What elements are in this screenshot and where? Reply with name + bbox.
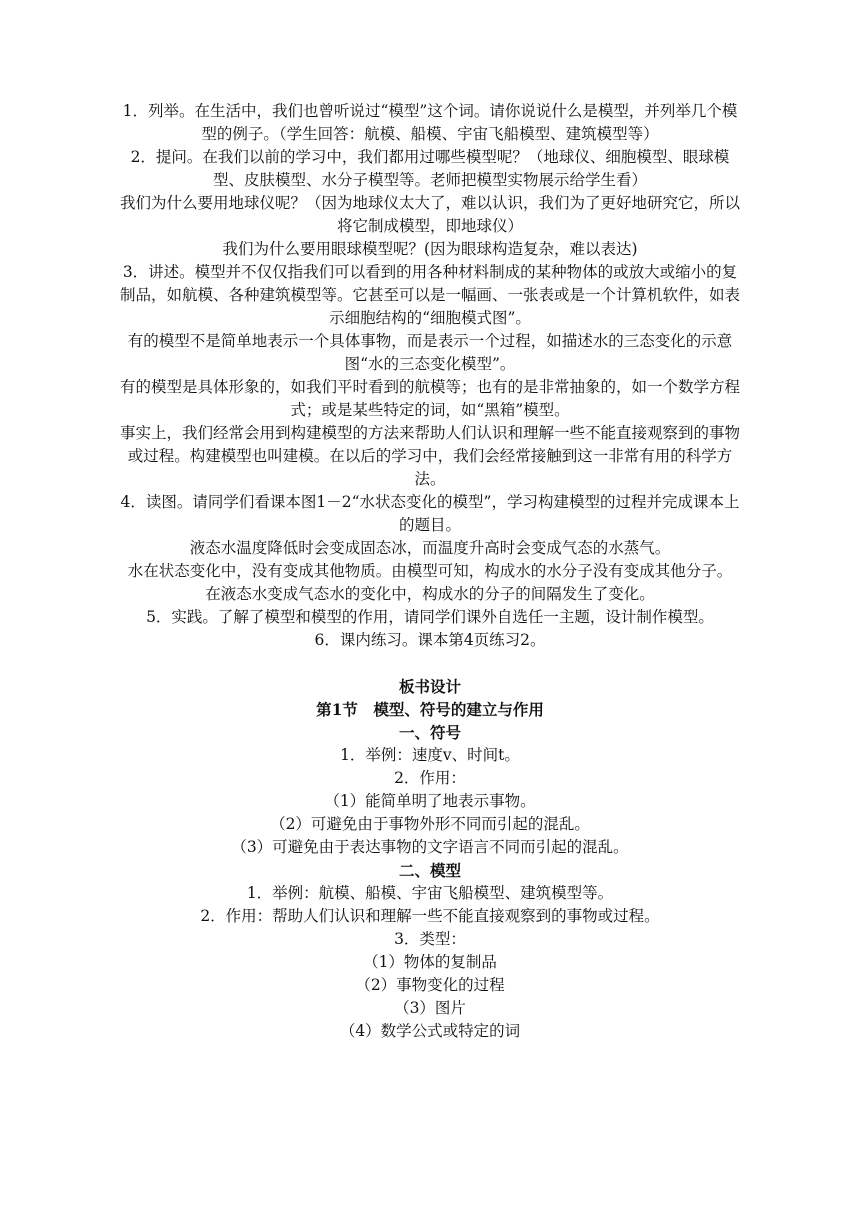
- lesson-paragraph-8: 事实上，我们经常会用到构建模型的方法来帮助人们认识和理解一些不能直接观察到的事物或过程。构建模型也叫建模。在以后的学习中，我们会经常接触到这一非常有用的科学方法。: [120, 424, 741, 488]
- model-item: （3）图片: [394, 999, 466, 1017]
- model-item: 2．作用：帮助人们认识和理解一些不能直接观察到的事物或过程。: [200, 907, 660, 925]
- board-heading: 板书设计: [398, 677, 461, 696]
- model-item: （2）事物变化的过程: [355, 976, 505, 994]
- lesson-paragraph-2: 2．提问。在我们以前的学习中，我们都用过哪些模型呢？（地球仪、细胞模型、眼球模型、皮肤模型、水分子模型等。老师把模型实物展示给学生看）: [130, 148, 730, 189]
- model-item: （4）数学公式或特定的词: [339, 1022, 521, 1040]
- model-item: 3．类型：: [394, 930, 466, 948]
- board-title: 第1节 模型、符号的建立与作用: [316, 700, 544, 719]
- symbol-item: 1．举例：速度v、时间t。: [340, 746, 520, 764]
- lesson-paragraph-6: 有的模型不是简单地表示一个具体事物，而是表示一个过程，如描述水的三态变化的示意图“水的三态变化模型”。: [127, 332, 733, 373]
- symbol-item: （2）可避免由于事物外形不同而引起的混乱。: [270, 815, 590, 833]
- symbol-item: （3）可避免由于表达事物的文字语言不同而引起的混乱。: [231, 838, 629, 856]
- section-title-symbol: 一、符号: [398, 723, 461, 742]
- lesson-paragraph-5: 3．讲述。模型并不仅仅指我们可以看到的用各种材料制成的某种物体的或放大或缩小的复制品，如航模、各种建筑模型等。它甚至可以是一幅画、一张表或是一个计算机软件，如表示细胞结构的“细胞模式图”。: [120, 263, 741, 327]
- model-item: （1）物体的复制品: [363, 953, 497, 971]
- model-item: 1．举例：航模、船模、宇宙飞船模型、建筑模型等。: [246, 884, 614, 902]
- lesson-paragraph-1: 1．列举。在生活中，我们也曾听说过“模型”这个词。请你说说什么是模型，并列举几个模型的例子。（学生回答：航模、船模、宇宙飞船模型、建筑模型等）: [122, 102, 738, 143]
- lesson-paragraph-4: 我们为什么要用眼球模型呢？(因为眼球构造复杂，难以表达): [222, 240, 638, 258]
- document-page: [120, 100, 740, 1043]
- symbol-item: 2．作用：: [394, 769, 466, 787]
- lesson-paragraph-11: 水在状态变化中，没有变成其他物质。由模型可知，构成水的水分子没有变成其他分子。: [127, 562, 733, 580]
- lesson-paragraph-12: 在液态水变成气态水的变化中，构成水的分子的间隔发生了变化。: [205, 585, 655, 603]
- lesson-paragraph-13: 5．实践。了解了模型和模型的作用，请同学们课外自选任一主题，设计制作模型。: [146, 608, 714, 626]
- lesson-paragraph-14: 6．课内练习。课本第4页练习2。: [314, 631, 546, 649]
- symbol-item: （1）能简单明了地表示事物。: [324, 792, 536, 810]
- spacer: [120, 652, 740, 675]
- lesson-paragraph-9: 4．读图。请同学们看课本图1－2“水状态变化的模型”，学习构建模型的过程并完成课本上的题目。: [120, 493, 740, 534]
- section-title-model: 二、模型: [398, 861, 461, 880]
- lesson-paragraph-3: 我们为什么要用地球仪呢？（因为地球仪太大了，难以认识，我们为了更好地研究它，所以将它制成模型，即地球仪）: [120, 194, 741, 235]
- lesson-paragraph-7: 有的模型是具体形象的，如我们平时看到的航模等；也有的是非常抽象的，如一个数学方程式；或是某些特定的词，如“黑箱”模型。: [120, 378, 741, 419]
- lesson-paragraph-10: 液态水温度降低时会变成固态冰，而温度升高时会变成气态的水蒸气。: [189, 539, 671, 557]
